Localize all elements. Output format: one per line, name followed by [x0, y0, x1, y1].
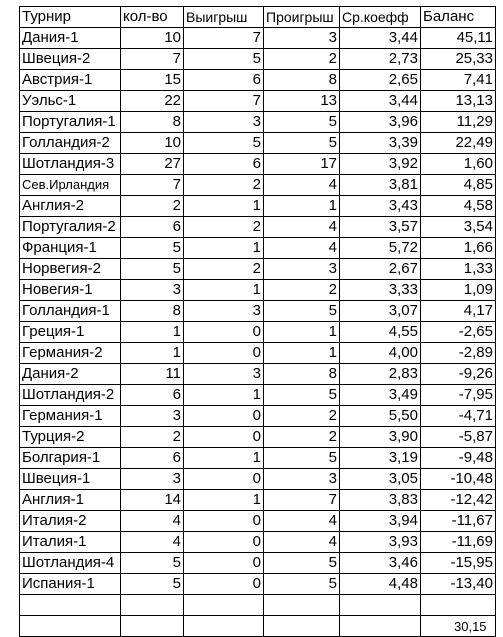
tournament-cell[interactable]: Уэльс-1: [20, 91, 121, 112]
tournament-cell[interactable]: Португалия-2: [20, 217, 121, 238]
tournament-cell[interactable]: [20, 616, 121, 637]
balance-cell[interactable]: 7,41: [421, 70, 496, 91]
table-row: [20, 469, 496, 490]
avg-coef-cell[interactable]: 2,67: [340, 259, 421, 280]
tournament-cell[interactable]: Швеция-1: [20, 469, 121, 490]
tournament-cell[interactable]: Греция-1: [20, 322, 121, 343]
losses-cell[interactable]: 4: [264, 511, 340, 532]
tournament-cell[interactable]: Голландия-1: [20, 301, 121, 322]
balance-cell[interactable]: -9,48: [421, 448, 496, 469]
tournament-cell[interactable]: Швеция-2: [20, 49, 121, 70]
table-row: [20, 343, 496, 364]
count-cell[interactable]: 4: [121, 532, 184, 553]
header-tournament[interactable]: Турнир: [20, 7, 121, 28]
balance-cell[interactable]: [421, 595, 496, 616]
table-row: [20, 364, 496, 385]
wins-cell[interactable]: 0: [184, 553, 264, 574]
tournament-cell[interactable]: Австрия-1: [20, 70, 121, 91]
avg-coef-cell[interactable]: 2,73: [340, 49, 421, 70]
count-cell[interactable]: 6: [121, 448, 184, 469]
table-row: [20, 616, 496, 637]
balance-cell[interactable]: 1,33: [421, 259, 496, 280]
wins-cell[interactable]: 0: [184, 511, 264, 532]
count-cell[interactable]: 2: [121, 196, 184, 217]
wins-cell[interactable]: 2: [184, 259, 264, 280]
count-cell[interactable]: 5: [121, 574, 184, 595]
wins-cell[interactable]: 1: [184, 448, 264, 469]
wins-cell[interactable]: 0: [184, 343, 264, 364]
wins-cell[interactable]: 5: [184, 49, 264, 70]
losses-cell[interactable]: 5: [264, 385, 340, 406]
tournament-cell[interactable]: Англия-2: [20, 196, 121, 217]
tournament-cell[interactable]: Турция-2: [20, 427, 121, 448]
avg-coef-cell[interactable]: 3,07: [340, 301, 421, 322]
avg-coef-cell[interactable]: 3,93: [340, 532, 421, 553]
tournament-cell[interactable]: Шотландия-4: [20, 553, 121, 574]
avg-coef-cell[interactable]: 3,33: [340, 280, 421, 301]
header-balance[interactable]: Баланс: [421, 7, 496, 28]
losses-cell[interactable]: 1: [264, 343, 340, 364]
balance-cell[interactable]: -13,40: [421, 574, 496, 595]
balance-cell[interactable]: -2,65: [421, 322, 496, 343]
losses-cell[interactable]: 1: [264, 322, 340, 343]
table-row: [20, 28, 496, 49]
losses-cell[interactable]: [264, 595, 340, 616]
avg-coef-cell[interactable]: 3,44: [340, 91, 421, 112]
tournament-cell[interactable]: [20, 595, 121, 616]
table-row: [20, 448, 496, 469]
tournament-cell[interactable]: Голландия-2: [20, 133, 121, 154]
count-cell[interactable]: 5: [121, 238, 184, 259]
tournament-cell[interactable]: Германия-2: [20, 343, 121, 364]
balance-cell[interactable]: 11,29: [421, 112, 496, 133]
losses-cell[interactable]: 2: [264, 280, 340, 301]
tournament-cell[interactable]: Болгария-1: [20, 448, 121, 469]
count-cell[interactable]: 2: [121, 427, 184, 448]
losses-cell[interactable]: 5: [264, 574, 340, 595]
tournament-cell[interactable]: Шотландия-3: [20, 154, 121, 175]
avg-coef-cell[interactable]: [340, 616, 421, 637]
avg-coef-cell[interactable]: 3,83: [340, 490, 421, 511]
losses-cell[interactable]: 7: [264, 490, 340, 511]
count-cell[interactable]: 1: [121, 343, 184, 364]
count-cell[interactable]: 8: [121, 301, 184, 322]
count-cell[interactable]: 22: [121, 91, 184, 112]
losses-cell[interactable]: 4: [264, 532, 340, 553]
table-row: [20, 70, 496, 91]
count-cell[interactable]: 10: [121, 28, 184, 49]
table-row: [20, 511, 496, 532]
results-table-body: [20, 7, 496, 637]
tournament-cell[interactable]: Дания-1: [20, 28, 121, 49]
losses-cell[interactable]: 3: [264, 469, 340, 490]
balance-cell[interactable]: 4,58: [421, 196, 496, 217]
avg-coef-cell[interactable]: 3,05: [340, 469, 421, 490]
table-row: [20, 301, 496, 322]
wins-cell[interactable]: 0: [184, 532, 264, 553]
table-row: [20, 175, 496, 196]
balance-cell[interactable]: -15,95: [421, 553, 496, 574]
tournament-cell[interactable]: Испания-1: [20, 574, 121, 595]
table-row: [20, 217, 496, 238]
count-cell[interactable]: 15: [121, 70, 184, 91]
avg-coef-cell[interactable]: 3,96: [340, 112, 421, 133]
count-cell[interactable]: 27: [121, 154, 184, 175]
avg-coef-cell[interactable]: 3,57: [340, 217, 421, 238]
count-cell[interactable]: [121, 616, 184, 637]
table-row: [20, 280, 496, 301]
wins-cell[interactable]: 6: [184, 70, 264, 91]
tournament-cell[interactable]: Англия-1: [20, 490, 121, 511]
balance-cell[interactable]: -7,95: [421, 385, 496, 406]
wins-cell[interactable]: 1: [184, 196, 264, 217]
table-row: [20, 91, 496, 112]
losses-cell[interactable]: 4: [264, 175, 340, 196]
balance-cell[interactable]: 1,60: [421, 154, 496, 175]
clipped-cell-text: 30,15: [454, 619, 487, 634]
table-row: [20, 490, 496, 511]
losses-cell[interactable]: 2: [264, 49, 340, 70]
table-row: [20, 238, 496, 259]
avg-coef-cell[interactable]: 3,44: [340, 28, 421, 49]
table-row: [20, 112, 496, 133]
losses-cell[interactable]: 5: [264, 301, 340, 322]
table-row: [20, 553, 496, 574]
losses-cell[interactable]: 17: [264, 154, 340, 175]
tournament-cell[interactable]: Дания-2: [20, 364, 121, 385]
wins-cell[interactable]: [184, 616, 264, 637]
table-row: [20, 259, 496, 280]
count-cell[interactable]: 7: [121, 175, 184, 196]
wins-cell[interactable]: 0: [184, 406, 264, 427]
avg-coef-cell[interactable]: 3,19: [340, 448, 421, 469]
wins-cell[interactable]: 0: [184, 322, 264, 343]
balance-cell[interactable]: -9,26: [421, 364, 496, 385]
count-cell[interactable]: 6: [121, 217, 184, 238]
tournament-cell[interactable]: Норвегия-2: [20, 259, 121, 280]
count-cell[interactable]: 8: [121, 112, 184, 133]
balance-cell[interactable]: 25,33: [421, 49, 496, 70]
tournament-cell[interactable]: Шотландия-2: [20, 385, 121, 406]
wins-cell[interactable]: 1: [184, 385, 264, 406]
tournament-cell[interactable]: Италия-2: [20, 511, 121, 532]
losses-cell[interactable]: 1: [264, 196, 340, 217]
avg-coef-cell[interactable]: 4,48: [340, 574, 421, 595]
results-table: [19, 6, 496, 637]
count-cell[interactable]: 3: [121, 280, 184, 301]
losses-cell[interactable]: 4: [264, 238, 340, 259]
balance-cell[interactable]: 4,17: [421, 301, 496, 322]
losses-cell[interactable]: 13: [264, 91, 340, 112]
avg-coef-cell[interactable]: 2,83: [340, 364, 421, 385]
balance-cell[interactable]: 22,49: [421, 133, 496, 154]
avg-coef-cell[interactable]: [340, 595, 421, 616]
losses-cell[interactable]: 2: [264, 427, 340, 448]
header-losses[interactable]: Проигрыш: [264, 7, 340, 28]
avg-coef-cell[interactable]: 3,43: [340, 196, 421, 217]
balance-cell[interactable]: -5,87: [421, 427, 496, 448]
table-row: [20, 532, 496, 553]
wins-cell[interactable]: 7: [184, 91, 264, 112]
tournament-cell[interactable]: Португалия-1: [20, 112, 121, 133]
header-avg-coef[interactable]: Ср.коефф: [340, 7, 421, 28]
tournament-cell[interactable]: Новегия-1: [20, 280, 121, 301]
avg-coef-cell[interactable]: 4,55: [340, 322, 421, 343]
wins-cell[interactable]: 2: [184, 217, 264, 238]
wins-cell[interactable]: 3: [184, 112, 264, 133]
count-cell[interactable]: 5: [121, 553, 184, 574]
header-wins[interactable]: Выигрыш: [184, 7, 264, 28]
table-row: [20, 322, 496, 343]
avg-coef-cell[interactable]: 3,39: [340, 133, 421, 154]
count-cell[interactable]: 1: [121, 322, 184, 343]
balance-cell[interactable]: 13,13: [421, 91, 496, 112]
wins-cell[interactable]: 7: [184, 28, 264, 49]
avg-coef-cell[interactable]: 5,50: [340, 406, 421, 427]
avg-coef-cell[interactable]: 3,46: [340, 553, 421, 574]
avg-coef-cell[interactable]: 3,49: [340, 385, 421, 406]
tournament-cell[interactable]: Италия-1: [20, 532, 121, 553]
losses-cell[interactable]: 4: [264, 217, 340, 238]
wins-cell[interactable]: 0: [184, 427, 264, 448]
avg-coef-cell[interactable]: 3,81: [340, 175, 421, 196]
count-cell[interactable]: 10: [121, 133, 184, 154]
tournament-cell[interactable]: Сев.Ирландия: [20, 175, 121, 196]
table-row: [20, 406, 496, 427]
wins-cell[interactable]: 1: [184, 280, 264, 301]
count-cell[interactable]: 7: [121, 49, 184, 70]
losses-cell[interactable]: 8: [264, 364, 340, 385]
losses-cell[interactable]: 5: [264, 133, 340, 154]
wins-cell[interactable]: [184, 595, 264, 616]
balance-cell[interactable]: -12,42: [421, 490, 496, 511]
avg-coef-cell[interactable]: 3,94: [340, 511, 421, 532]
avg-coef-cell[interactable]: 3,92: [340, 154, 421, 175]
table-row: [20, 133, 496, 154]
wins-cell[interactable]: 3: [184, 301, 264, 322]
wins-cell[interactable]: 5: [184, 133, 264, 154]
balance-cell[interactable]: 45,11: [421, 28, 496, 49]
balance-cell[interactable]: -2,89: [421, 343, 496, 364]
table-row: [20, 595, 496, 616]
avg-coef-cell[interactable]: 2,65: [340, 70, 421, 91]
losses-cell[interactable]: 2: [264, 406, 340, 427]
avg-coef-cell[interactable]: 3,90: [340, 427, 421, 448]
balance-cell[interactable]: 4,85: [421, 175, 496, 196]
avg-coef-cell[interactable]: 5,72: [340, 238, 421, 259]
losses-cell[interactable]: 3: [264, 259, 340, 280]
balance-cell[interactable]: 1,66: [421, 238, 496, 259]
table-row: [20, 196, 496, 217]
count-cell[interactable]: 11: [121, 364, 184, 385]
tournament-cell[interactable]: Германия-1: [20, 406, 121, 427]
wins-cell[interactable]: 6: [184, 154, 264, 175]
losses-cell[interactable]: 3: [264, 28, 340, 49]
wins-cell[interactable]: 3: [184, 364, 264, 385]
wins-cell[interactable]: 1: [184, 238, 264, 259]
header-row: [20, 7, 496, 28]
count-cell[interactable]: 4: [121, 511, 184, 532]
count-cell[interactable]: [121, 595, 184, 616]
balance-cell[interactable]: -10,48: [421, 469, 496, 490]
balance-cell[interactable]: -11,69: [421, 532, 496, 553]
table-row: [20, 385, 496, 406]
balance-cell[interactable]: 1,09: [421, 280, 496, 301]
wins-cell[interactable]: 2: [184, 175, 264, 196]
table-row: [20, 154, 496, 175]
losses-cell[interactable]: 5: [264, 112, 340, 133]
header-count[interactable]: кол-во: [121, 7, 184, 28]
balance-cell[interactable]: 3,54: [421, 217, 496, 238]
count-cell[interactable]: 3: [121, 406, 184, 427]
table-row: [20, 574, 496, 595]
table-row: [20, 427, 496, 448]
losses-cell[interactable]: 5: [264, 553, 340, 574]
count-cell[interactable]: 6: [121, 385, 184, 406]
losses-cell[interactable]: 5: [264, 448, 340, 469]
count-cell[interactable]: 14: [121, 490, 184, 511]
wins-cell[interactable]: 1: [184, 490, 264, 511]
avg-coef-cell[interactable]: 4,00: [340, 343, 421, 364]
count-cell[interactable]: 5: [121, 259, 184, 280]
count-cell[interactable]: 3: [121, 469, 184, 490]
losses-cell[interactable]: [264, 616, 340, 637]
wins-cell[interactable]: 0: [184, 574, 264, 595]
table-row: [20, 49, 496, 70]
tournament-cell[interactable]: Франция-1: [20, 238, 121, 259]
wins-cell[interactable]: 0: [184, 469, 264, 490]
balance-cell[interactable]: -4,71: [421, 406, 496, 427]
losses-cell[interactable]: 8: [264, 70, 340, 91]
balance-cell[interactable]: -11,67: [421, 511, 496, 532]
